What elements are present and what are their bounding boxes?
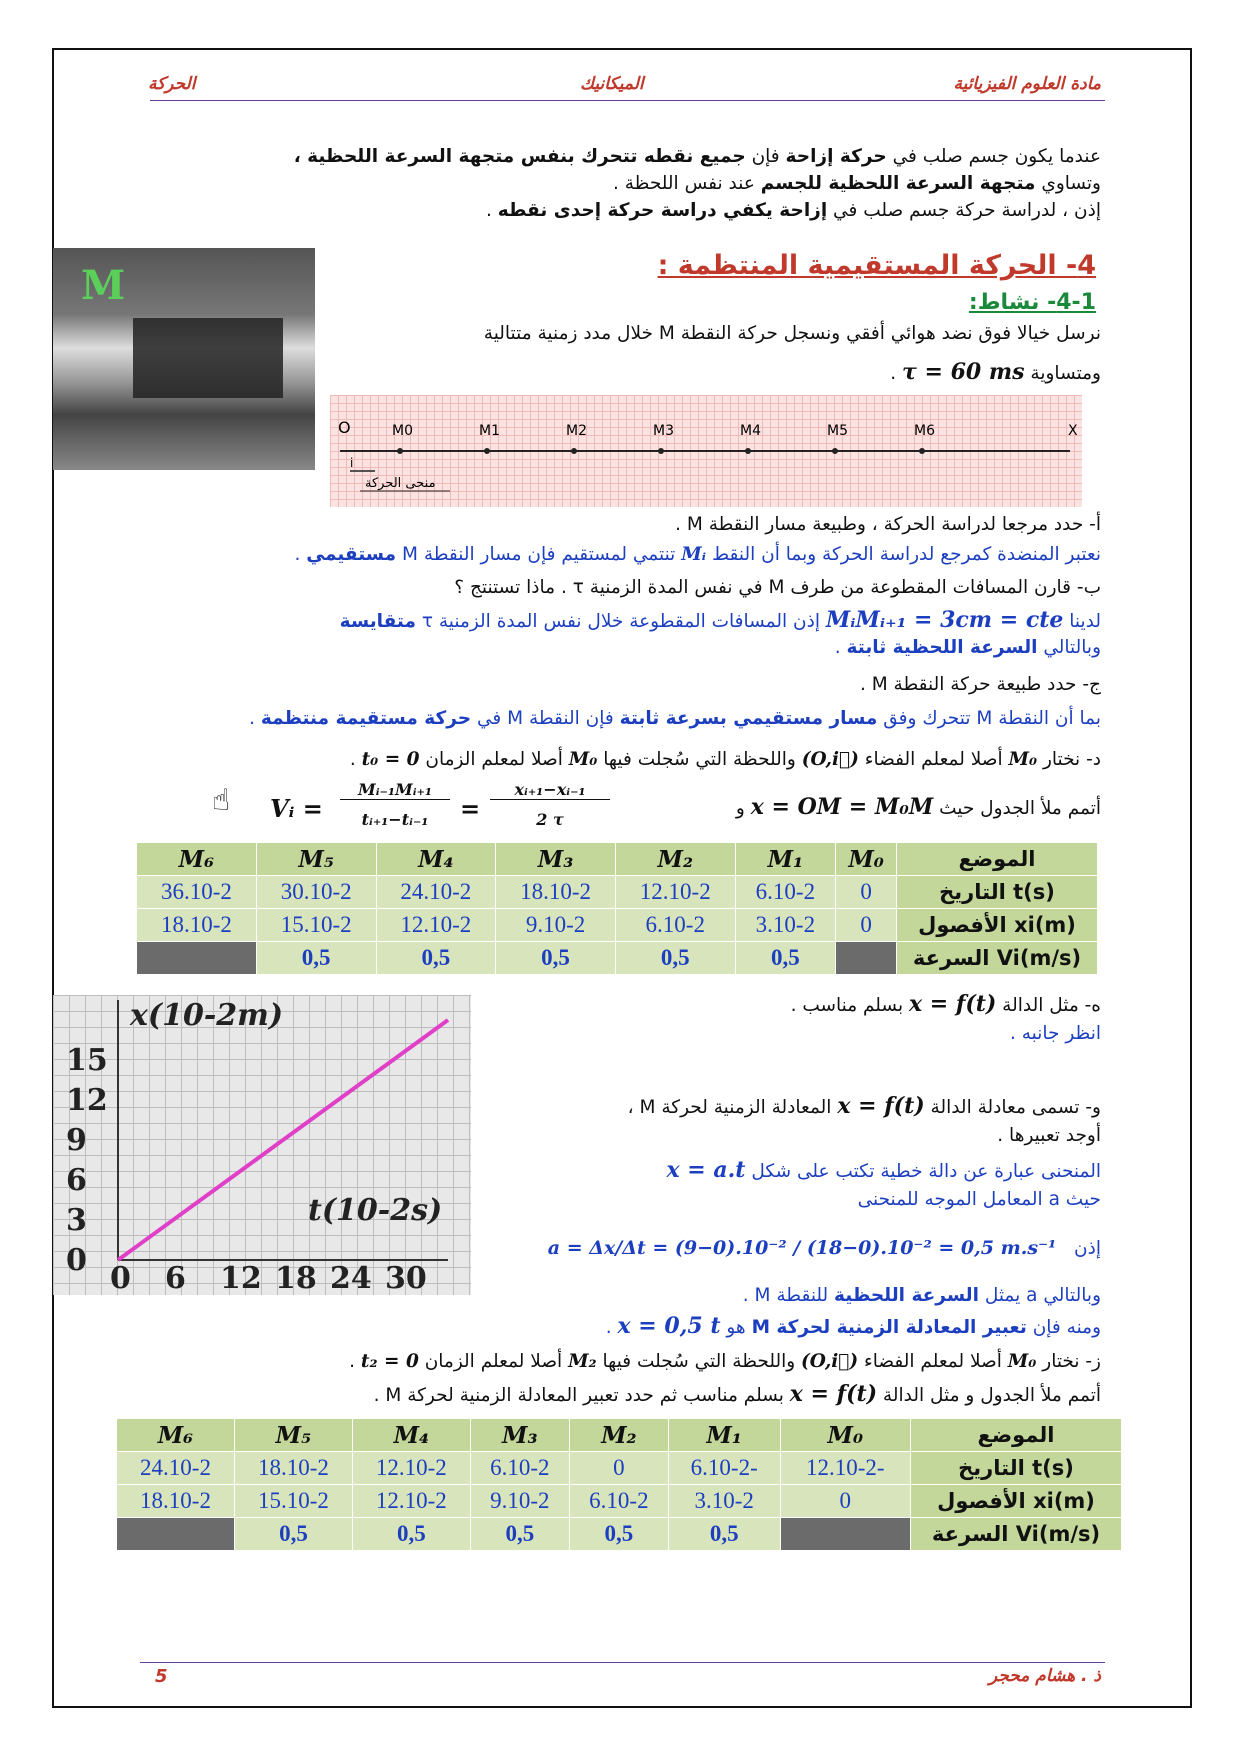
x-tick-label: 30	[385, 1261, 427, 1295]
y-axis-label: x(10-2m)	[130, 998, 284, 1033]
table2-row-times	[117, 1452, 1122, 1485]
y-tick-label: 12	[66, 1083, 108, 1118]
table1-cell: 0,5	[615, 942, 735, 975]
tape-point-3	[658, 448, 664, 454]
table1-label-velocity: Vi(m/s) السرعة	[897, 942, 1098, 975]
table2-cell: -12.10-2	[780, 1452, 910, 1485]
table2-label-position: الموضع	[911, 1419, 1122, 1452]
header-right: مادة العلوم الفيزيائية	[953, 74, 1101, 94]
question-d-2: أتمم ملأ الجدول حيث x = OM = M₀M و	[735, 794, 1101, 820]
table1-cell: 0,5	[496, 942, 616, 975]
header-left: الحركة	[148, 74, 196, 94]
answer-f-4: وبالتالي a يمثل السرعة اللحظية للنقطة M .	[742, 1285, 1101, 1306]
table1-label-abscissa: xi(m) الأفصول	[897, 909, 1098, 942]
y-tick-label: 9	[66, 1123, 87, 1158]
motion-table-1	[136, 842, 1098, 975]
tape-point-0	[397, 448, 403, 454]
tape-point-label: M2	[566, 423, 587, 439]
table1-cell: M₃	[496, 843, 616, 876]
table2-label-velocity: Vi(m/s) السرعة	[911, 1518, 1122, 1551]
tape-point-label: M0	[392, 423, 413, 439]
answer-b-2: وبالتالي السرعة اللحظية ثابتة .	[834, 637, 1101, 658]
table2-cell: M₆	[117, 1419, 235, 1452]
y-tick-label: 0	[66, 1243, 87, 1278]
table2-cell: 0,5	[470, 1518, 569, 1551]
tape-point-label: M3	[653, 423, 674, 439]
chart-svg	[53, 995, 471, 1295]
table2-cell: 0,5	[569, 1518, 668, 1551]
table2-cell: M₄	[352, 1419, 470, 1452]
table1-cell: 15.10-2	[256, 909, 376, 942]
author-name: ذ . هشام محجر	[988, 1666, 1101, 1686]
table1-cell: 6.10-2	[735, 876, 836, 909]
table1-cell: 18.10-2	[137, 909, 257, 942]
table1-cell: 0,5	[376, 942, 496, 975]
table1-row-velocities	[137, 942, 1098, 975]
table2-cell: 0	[569, 1452, 668, 1485]
table2-cell-empty	[117, 1518, 235, 1551]
tape-axis-label: X	[1068, 423, 1078, 439]
table1-cell: M₂	[615, 843, 735, 876]
table1-cell: 18.10-2	[496, 876, 616, 909]
table2-cell: 15.10-2	[234, 1485, 352, 1518]
see-aside: انظر جانبه .	[1009, 1023, 1101, 1044]
graph-x-vs-t	[53, 995, 471, 1295]
table2-label-time: t(s) التاريخ	[911, 1452, 1122, 1485]
question-d: د- نختار M₀ أصلا لمعلم الفضاء (O,i⃗) واللحظة التي سُجلت فيها M₀ أصلا لمعلم الزمان t₀ = 0 .	[349, 749, 1101, 770]
motion-table-2	[116, 1418, 1122, 1551]
table2-cell: M₂	[569, 1419, 668, 1452]
air-table-photo	[53, 248, 315, 470]
table1-cell: M₁	[735, 843, 836, 876]
intro-line-3: إذن ، لدراسة حركة جسم صلب في إزاحة يكفي دراسة حركة إحدى نقطه .	[486, 200, 1101, 221]
question-f: و- تسمى معادلة الدالة x = f(t) المعادلة الزمنية لحركة M ،	[627, 1093, 1101, 1119]
question-g: ز- نختار M₀ أصلا لمعلم الفضاء (O,i⃗) واللحظة التي سُجلت فيها M₂ أصلا لمعلم الزمان t₂ = 0 .	[349, 1351, 1101, 1372]
footer-rule	[140, 1662, 1105, 1663]
activity-para-2: ومتساوية τ = 60 ms .	[890, 359, 1101, 385]
table2-cell: 6.10-2	[569, 1485, 668, 1518]
tape-point-2	[571, 448, 577, 454]
table2-row-positions	[117, 1419, 1122, 1452]
table1-cell: 36.10-2	[137, 876, 257, 909]
answer-f-5: ومنه فإن تعبير المعادلة الزمنية لحركة M هو x = 0,5 t .	[605, 1313, 1101, 1339]
question-c: ج- حدد طبيعة حركة النقطة M .	[859, 674, 1101, 695]
x-axis-label: t(10-2s)	[308, 1193, 443, 1228]
question-f-2: أوجد تعبيرها .	[997, 1125, 1101, 1146]
table1-cell: M₄	[376, 843, 496, 876]
table1-cell: 0	[836, 876, 897, 909]
table1-cell: 0	[836, 909, 897, 942]
tape-point-4	[745, 448, 751, 454]
table2-cell: M₁	[668, 1419, 780, 1452]
question-a: أ- حدد مرجعا لدراسة الحركة ، وطبيعة مسار النقطة M .	[675, 514, 1101, 535]
y-tick-label: 3	[66, 1203, 87, 1238]
y-tick-label: 15	[66, 1043, 108, 1078]
motion-tape	[330, 395, 1082, 507]
x-tick-label: 24	[330, 1261, 372, 1295]
table1-row-positions	[137, 843, 1098, 876]
table1-label-position: الموضع	[897, 843, 1098, 876]
y-tick-label: 6	[66, 1163, 87, 1198]
question-g-2: أتمم ملأ الجدول و مثل الدالة x = f(t) بسلم مناسب ثم حدد تعبير المعادلة الزمنية لحركة M .	[373, 1381, 1101, 1407]
table2-cell: M₀	[780, 1419, 910, 1452]
answer-b: لدينا MᵢMᵢ₊₁ = 3cm = cte إذن المسافات المقطوعة خلال نفس المدة الزمنية τ متقايسة	[339, 607, 1101, 633]
x-tick-label: 0	[110, 1261, 131, 1295]
answer-f-2: حيث a المعامل الموجه للمنحنى	[857, 1189, 1101, 1210]
table1-cell: 0,5	[735, 942, 836, 975]
table2-cell: M₅	[234, 1419, 352, 1452]
table2-cell: 12.10-2	[352, 1485, 470, 1518]
tape-point-6	[919, 448, 925, 454]
table1-cell-empty	[836, 942, 897, 975]
table2-cell: M₃	[470, 1419, 569, 1452]
table1-row-times	[137, 876, 1098, 909]
table2-cell-empty	[780, 1518, 910, 1551]
answer-c: بما أن النقطة M تتحرك وفق مسار مستقيمي بسرعة ثابتة فإن النقطة M في حركة مستقيمة منتظمة .	[249, 708, 1101, 729]
tape-point-label: M5	[827, 423, 848, 439]
puck-shape	[133, 318, 283, 398]
tape-unit-vector: i	[350, 456, 354, 470]
answer-f-1: المنحنى عبارة عن دالة خطية تكتب على شكل x = a.t	[666, 1157, 1101, 1183]
table1-cell: M₆	[137, 843, 257, 876]
velocity-formula: Vᵢ = Mᵢ₋₁Mᵢ₊₁ tᵢ₊₁−tᵢ₋₁ = xᵢ₊₁−xᵢ₋₁ 2 τ	[270, 780, 620, 840]
table1-cell-empty	[137, 942, 257, 975]
table2-cell: 12.10-2	[352, 1452, 470, 1485]
table1-cell: M₀	[836, 843, 897, 876]
table2-cell: 0,5	[352, 1518, 470, 1551]
tape-svg	[330, 395, 1082, 507]
tape-point-label: M6	[914, 423, 935, 439]
table2-cell: 3.10-2	[668, 1485, 780, 1518]
table2-row-velocities	[117, 1518, 1122, 1551]
table1-cell: M₅	[256, 843, 376, 876]
tape-direction-label: منحى الحركة	[365, 476, 436, 491]
table2-cell: 9.10-2	[470, 1485, 569, 1518]
table1-cell: 0,5	[256, 942, 376, 975]
intro-line-2: وتساوي متجهة السرعة اللحظية للجسم عند نفس اللحظة .	[613, 173, 1101, 194]
table1-label-time: t(s) التاريخ	[897, 876, 1098, 909]
table1-cell: 6.10-2	[615, 909, 735, 942]
table1-cell: 12.10-2	[376, 909, 496, 942]
table1-cell: 24.10-2	[376, 876, 496, 909]
header-center: الميكانيك	[580, 74, 644, 94]
answer-a: نعتبر المنضدة كمرجع لدراسة الحركة وبما أن النقط Mᵢ تنتمي لمستقيم فإن مسار النقطة M مستقيمي .	[294, 544, 1101, 565]
table2-cell: 0,5	[234, 1518, 352, 1551]
question-e: ه- مثل الدالة x = f(t) بسلم مناسب .	[790, 991, 1101, 1017]
tape-point-1	[484, 448, 490, 454]
x-tick-label: 6	[165, 1261, 186, 1295]
table2-cell: 24.10-2	[117, 1452, 235, 1485]
photo-label: M	[81, 262, 126, 309]
table1-cell: 9.10-2	[496, 909, 616, 942]
page-number: 5	[155, 1666, 168, 1687]
x-tick-label: 18	[275, 1261, 317, 1295]
pointing-hand-icon: ☝	[212, 783, 231, 818]
x-tick-label: 12	[220, 1261, 262, 1295]
table1-row-abscissas	[137, 909, 1098, 942]
header-rule	[150, 100, 1105, 101]
table2-cell: 0,5	[668, 1518, 780, 1551]
table2-cell: 18.10-2	[234, 1452, 352, 1485]
activity-title: 4-1- نشاط:	[968, 290, 1096, 315]
activity-para-1: نرسل خيالا فوق نضد هوائي أفقي ونسجل حركة النقطة M خلال مدد زمنية متتالية	[483, 323, 1101, 344]
table1-cell: 12.10-2	[615, 876, 735, 909]
tape-point-5	[832, 448, 838, 454]
table2-cell: 0	[780, 1485, 910, 1518]
table1-cell: 3.10-2	[735, 909, 836, 942]
question-b: ب- قارن المسافات المقطوعة من طرف M في نفس المدة الزمنية τ . ماذا تستنتج ؟	[454, 577, 1101, 598]
table2-cell: 18.10-2	[117, 1485, 235, 1518]
table2-label-abscissa: xi(m) الأفصول	[911, 1485, 1122, 1518]
answer-f-3: إذن a = Δx/Δt = (9−0).10⁻² / (18−0).10⁻² = 0,5 m.s⁻¹	[547, 1237, 1101, 1259]
table1-cell: 30.10-2	[256, 876, 376, 909]
section-title: 4- الحركة المستقيمية المنتظمة :	[657, 250, 1096, 281]
table2-row-abscissas	[117, 1485, 1122, 1518]
intro-line-1: عندما يكون جسم صلب في حركة إزاحة فإن جميع نقطه تتحرك بنفس متجهة السرعة اللحظية ،	[293, 146, 1101, 167]
table2-cell: -6.10-2	[668, 1452, 780, 1485]
tape-point-label: M4	[740, 423, 761, 439]
tape-point-label: M1	[479, 423, 500, 439]
tape-origin: O	[338, 418, 351, 437]
table2-cell: 6.10-2	[470, 1452, 569, 1485]
